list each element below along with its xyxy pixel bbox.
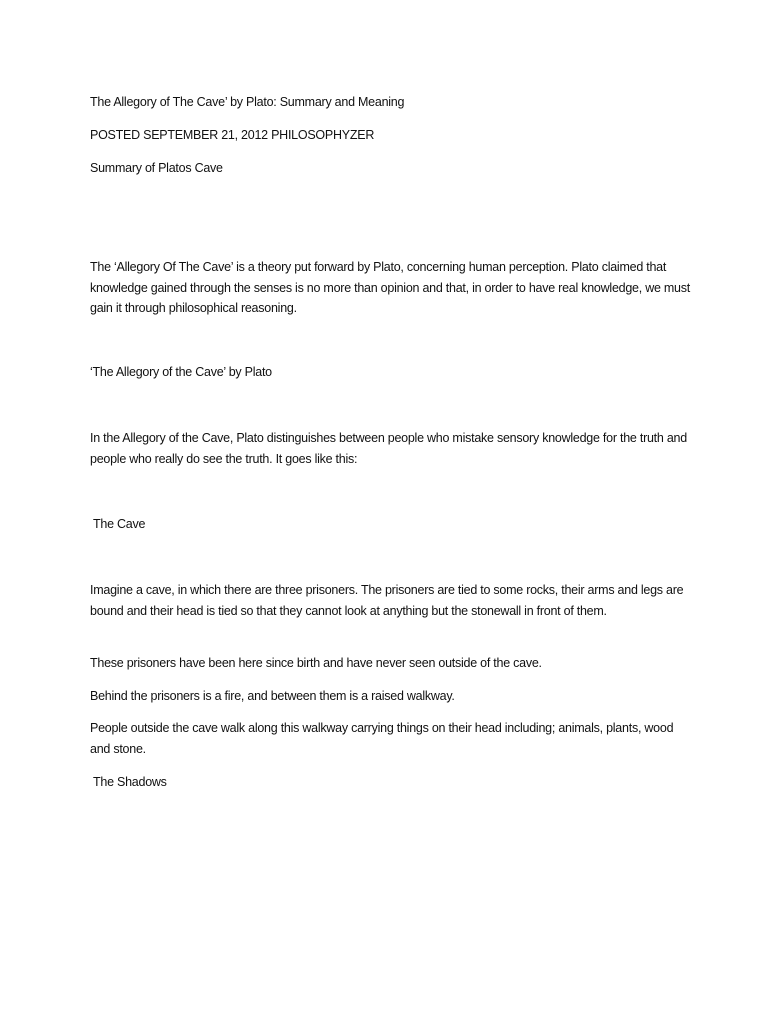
cave-paragraph-1: Imagine a cave, in which there are three prisoners. The prisoners are tied to some rocks, their arms and legs are bound and their head is tied so that they cannot look at anything but the stonewall in front of them. [90,583,684,618]
cave-paragraph-4: People outside the cave walk along this walkway carrying things on their head including; animals, plants, wood and stone. [90,721,674,756]
cave-heading: The Cave [90,517,146,531]
allegory-heading: ‘The Allegory of the Cave’ by Plato [90,365,272,379]
shadows-heading: The Shadows [90,775,167,789]
intro-paragraph: The ‘Allegory Of The Cave’ is a theory put forward by Plato, concerning human perception. Plato claimed that knowledge gained through the senses is no more than opinion and that, in order to have real knowledge, we must gain it through philosophical reasoning. [90,260,690,315]
cave-paragraph-2: These prisoners have been here since birth and have never seen outside of the cave. [90,656,542,670]
cave-paragraph-3: Behind the prisoners is a fire, and between them is a raised walkway. [90,689,455,703]
document-title: The Allegory of The Cave’ by Plato: Summary and Meaning [90,95,405,109]
summary-heading: Summary of Platos Cave [90,161,223,175]
posted-line: POSTED SEPTEMBER 21, 2012 PHILOSOPHYZER [90,128,375,142]
allegory-intro-paragraph: In the Allegory of the Cave, Plato distinguishes between people who mistake sensory knowledge for the truth and people who really do see the truth. It goes like this: [90,431,687,466]
